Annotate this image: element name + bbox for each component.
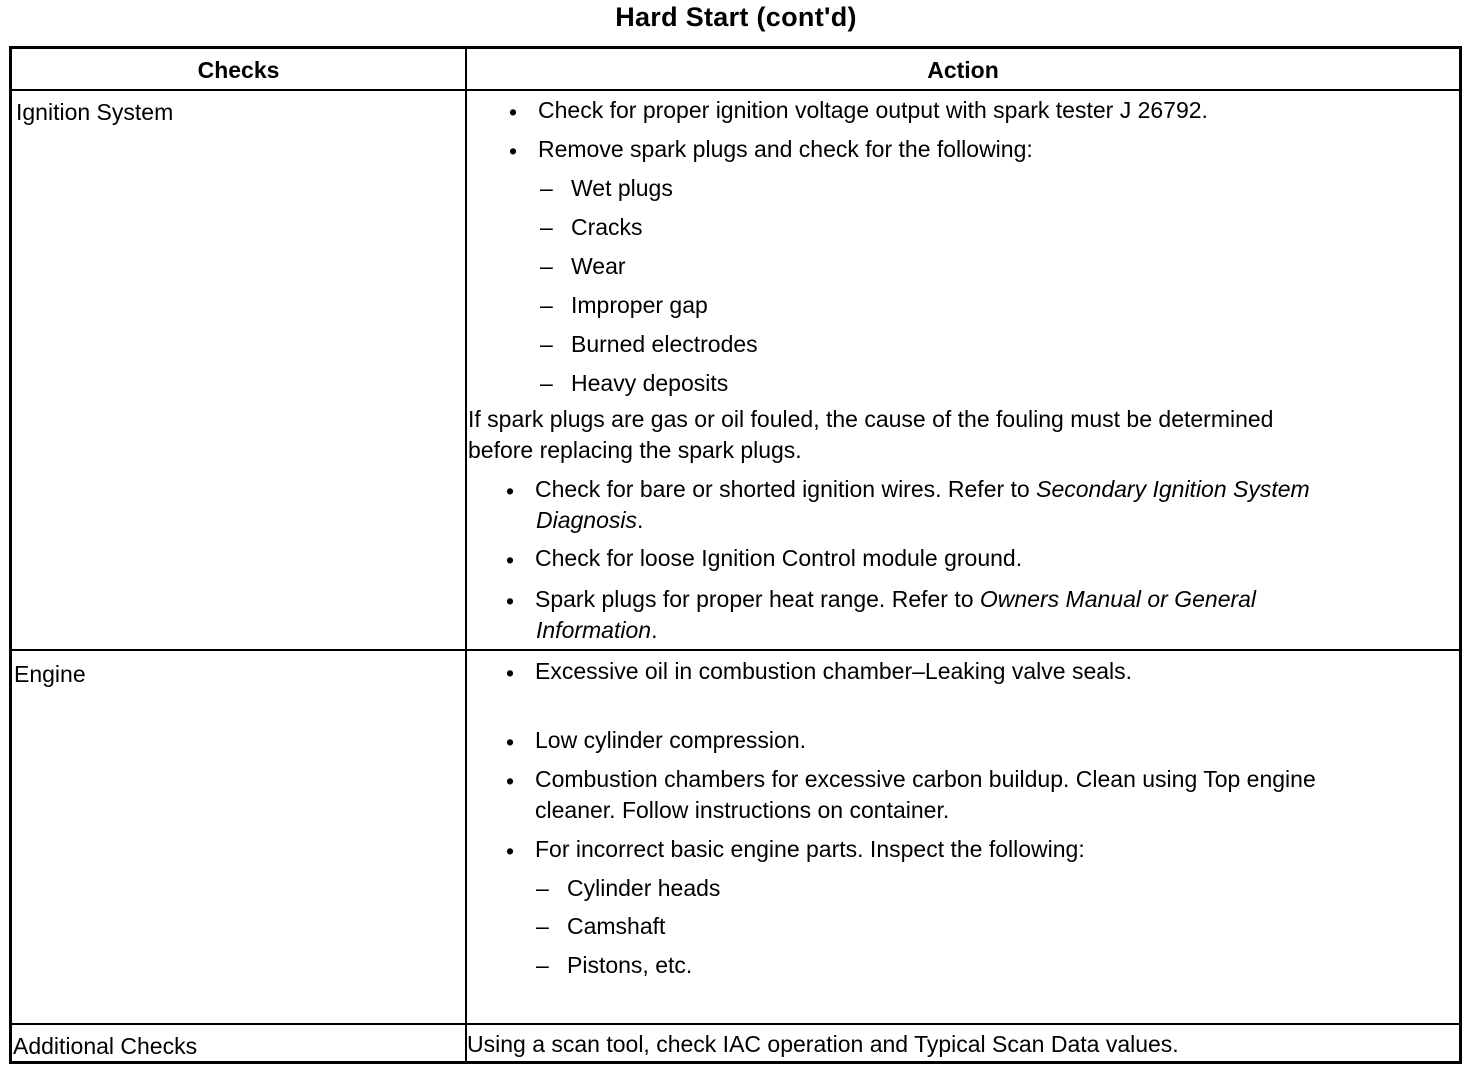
bullet-icon: • bbox=[506, 768, 515, 794]
ignition-action-4: Check for loose Ignition Control module ground. bbox=[535, 545, 1023, 571]
bullet-icon: • bbox=[506, 588, 515, 614]
bullet-icon: • bbox=[509, 99, 518, 125]
bullet-icon: • bbox=[506, 478, 515, 504]
dash-icon: – bbox=[540, 370, 553, 396]
bullet-icon: • bbox=[506, 547, 515, 573]
ignition-action-3-cont bbox=[536, 505, 643, 536]
ignition-action-3-reference: Secondary Ignition System bbox=[1036, 476, 1310, 502]
ignition-sub-item: Wet plugs bbox=[571, 175, 673, 201]
ignition-action-5-text: Spark plugs for proper heat range. Refer to bbox=[535, 586, 980, 612]
bullet-icon: • bbox=[509, 138, 518, 164]
engine-action-2: Low cylinder compression. bbox=[535, 727, 807, 753]
page-title: Hard Start (cont'd) bbox=[615, 2, 857, 32]
dash-icon: – bbox=[540, 253, 553, 279]
bullet-icon: • bbox=[506, 660, 515, 686]
ignition-sub-item: Improper gap bbox=[571, 292, 708, 318]
dash-icon: – bbox=[536, 875, 549, 901]
dash-icon: – bbox=[540, 175, 553, 201]
ignition-action-2: Remove spark plugs and check for the following: bbox=[538, 136, 1033, 162]
header-checks: Checks bbox=[197, 57, 280, 83]
row-divider-1 bbox=[12, 649, 1459, 651]
hard-start-table bbox=[9, 46, 1462, 1064]
ignition-action-1: Check for proper ignition voltage output with spark tester J 26792. bbox=[538, 97, 1208, 123]
ignition-action-3 bbox=[535, 474, 1310, 505]
ignition-note-line-2: before replacing the spark plugs. bbox=[468, 437, 802, 463]
ignition-note-line-1: If spark plugs are gas or oil fouled, the cause of the fouling must be determined bbox=[468, 406, 1274, 432]
check-engine: Engine bbox=[14, 661, 86, 687]
engine-sub-item: Camshaft bbox=[567, 913, 666, 939]
ignition-action-3-end: . bbox=[637, 507, 644, 533]
additional-action: Using a scan tool, check IAC operation and Typical Scan Data values. bbox=[467, 1031, 1179, 1057]
ignition-action-5 bbox=[535, 584, 1256, 615]
engine-action-3: Combustion chambers for excessive carbon buildup. Clean using Top engine bbox=[535, 766, 1316, 792]
dash-icon: – bbox=[536, 952, 549, 978]
engine-sub-item: Pistons, etc. bbox=[567, 952, 693, 978]
ignition-sub-item: Burned electrodes bbox=[571, 331, 758, 357]
ignition-action-3-text: Check for bare or shorted ignition wires. Refer to bbox=[535, 476, 1037, 502]
dash-icon: – bbox=[540, 214, 553, 240]
ignition-action-5-cont bbox=[536, 615, 657, 646]
bullet-icon: • bbox=[506, 838, 515, 864]
ignition-sub-item: Wear bbox=[571, 253, 626, 279]
header-action: Action bbox=[927, 57, 999, 83]
engine-action-4: For incorrect basic engine parts. Inspect the following: bbox=[535, 836, 1085, 862]
dash-icon: – bbox=[540, 331, 553, 357]
ignition-action-5-reference-cont: Information bbox=[536, 617, 652, 643]
dash-icon: – bbox=[540, 292, 553, 318]
dash-icon: – bbox=[536, 913, 549, 939]
ignition-sub-item: Cracks bbox=[571, 214, 643, 240]
column-divider bbox=[465, 49, 467, 1061]
check-ignition-system: Ignition System bbox=[16, 99, 174, 125]
engine-action-3-cont: cleaner. Follow instructions on container. bbox=[535, 797, 950, 823]
ignition-action-5-end: . bbox=[651, 617, 658, 643]
ignition-action-3-reference-cont: Diagnosis bbox=[536, 507, 637, 533]
engine-action-1: Excessive oil in combustion chamber–Leaking valve seals. bbox=[535, 658, 1133, 684]
check-additional: Additional Checks bbox=[13, 1033, 198, 1059]
ignition-sub-item: Heavy deposits bbox=[571, 370, 729, 396]
bullet-icon: • bbox=[506, 729, 515, 755]
engine-sub-item: Cylinder heads bbox=[567, 875, 721, 901]
ignition-action-5-reference: Owners Manual or General bbox=[979, 586, 1257, 612]
header-divider bbox=[12, 89, 1459, 91]
row-divider-2 bbox=[12, 1023, 1459, 1025]
